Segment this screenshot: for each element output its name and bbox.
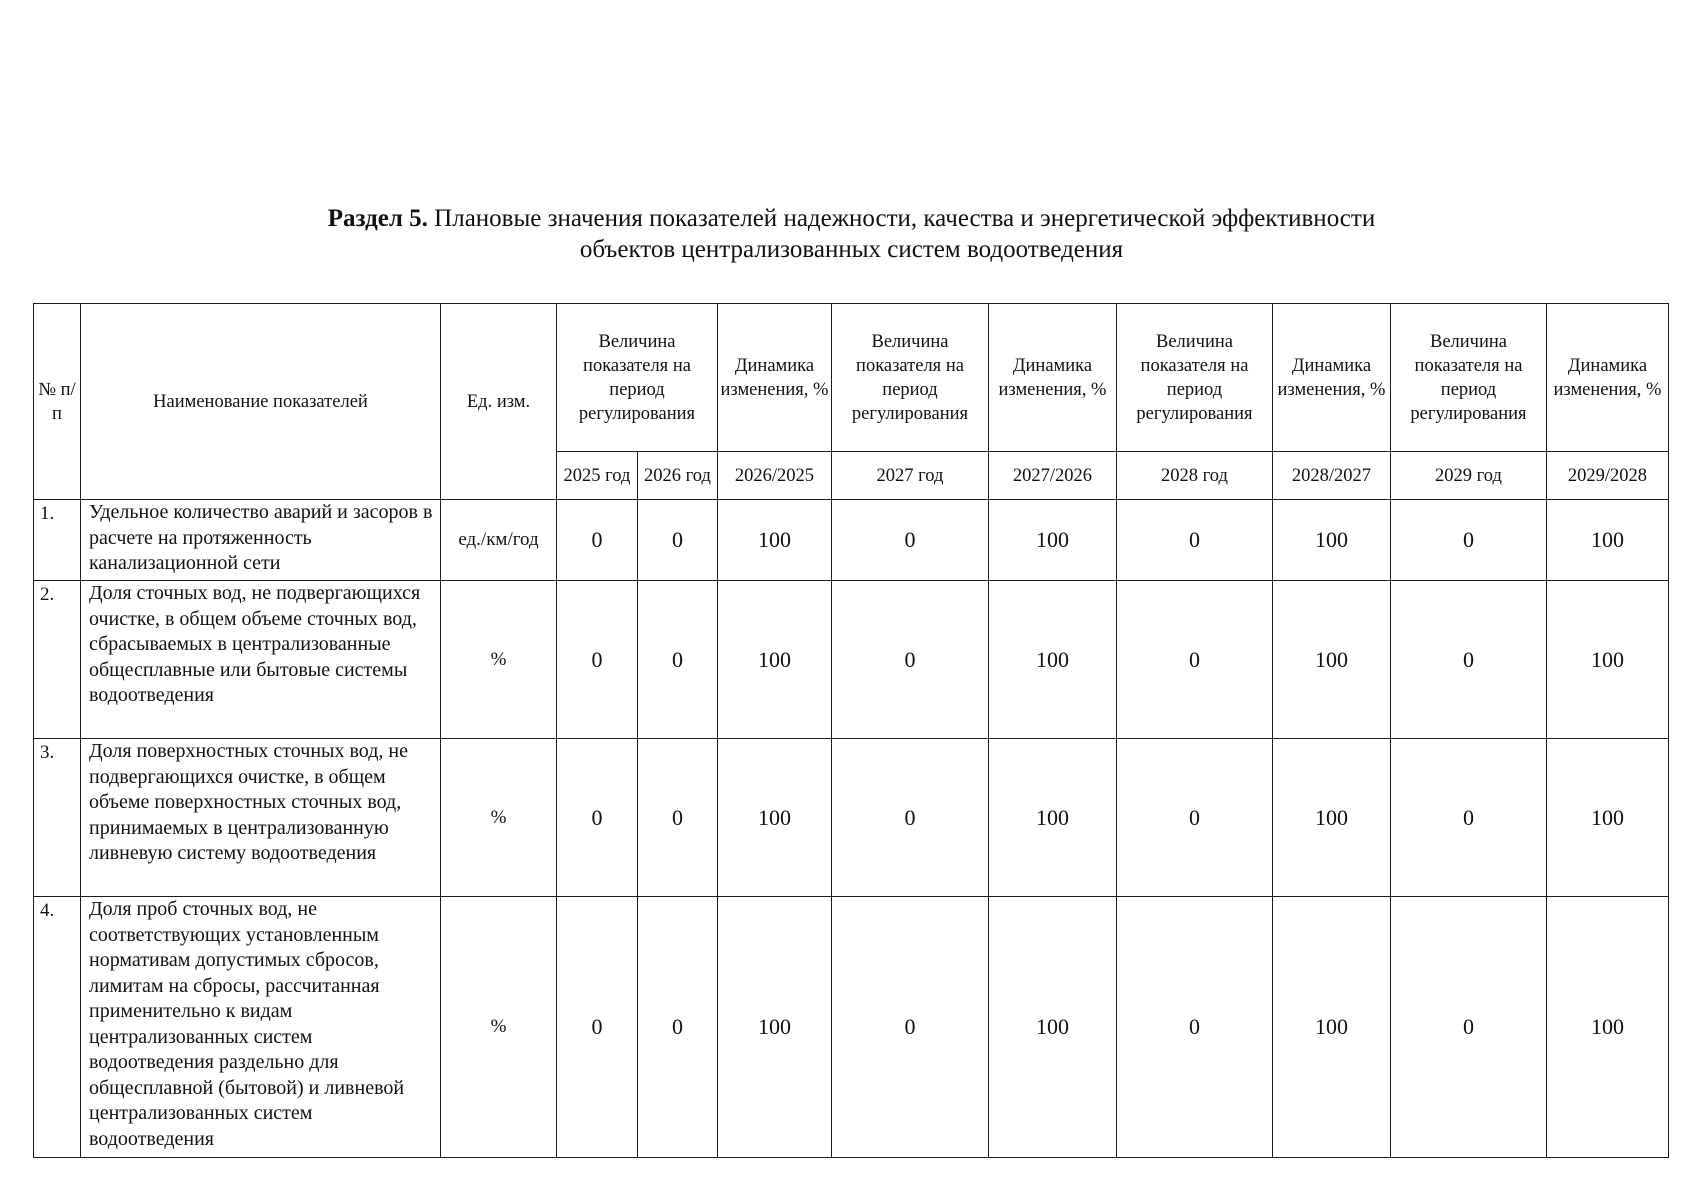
table-row (34, 500, 1669, 581)
header-year-2027: 2027 год (832, 452, 989, 500)
table-row (34, 581, 1669, 739)
indicator-name: Доля поверхностных сточных вод, не подвергающихся очистке, в общем объеме поверхностных сточных вод, принимаемых в централизованную ливневую систему водоотведения (81, 739, 441, 897)
title-section-number: Раздел 5. (327, 205, 428, 232)
dynamics-2029-2028: 100 (1547, 897, 1669, 1158)
dynamics-2026-2025: 100 (718, 500, 832, 581)
dynamics-2028-2027: 100 (1273, 500, 1391, 581)
dynamics-2026-2025: 100 (718, 897, 832, 1158)
dynamics-2029-2028: 100 (1547, 500, 1669, 581)
unit-cell: % (441, 581, 557, 739)
value-2027: 0 (832, 739, 989, 897)
value-2028: 0 (1117, 739, 1273, 897)
value-2025: 0 (557, 897, 638, 1158)
dynamics-2028-2027: 100 (1273, 581, 1391, 739)
value-2029: 0 (1391, 897, 1547, 1158)
header-dynamics-3: Динамика изменения, % (1273, 304, 1391, 452)
dynamics-2029-2028: 100 (1547, 739, 1669, 897)
indicator-name: Удельное количество аварий и засоров в расчете на протяженность канализационной сети (81, 500, 441, 581)
header-year-2028: 2028 год (1117, 452, 1273, 500)
dynamics-2028-2027: 100 (1273, 897, 1391, 1158)
value-2029: 0 (1391, 500, 1547, 581)
indicator-name: Доля сточных вод, не подвергающихся очистке, в общем объеме сточных вод, сбрасываемых в централизованные общесплавные или бытовые системы водоотведения (81, 581, 441, 739)
row-number: 2. (34, 581, 81, 739)
indicator-name: Доля проб сточных вод, не соответствующих установленным нормативам допустимых сбросов, лимитам на сбросы, рассчитанная применительно к видам централизованных систем водоотведения раздельно для общесплавной (бытовой) и ливневой централизованных систем водоотведения (81, 897, 441, 1158)
value-2029: 0 (1391, 739, 1547, 897)
header-year-2029: 2029 год (1391, 452, 1547, 500)
value-2027: 0 (832, 897, 989, 1158)
value-2026: 0 (638, 500, 718, 581)
header-value-2025-2026: Величина показателя на период регулирования (557, 304, 718, 452)
header-value-2027: Величина показателя на период регулирования (832, 304, 989, 452)
header-unit: Ед. изм. (441, 304, 557, 500)
header-ratio-2029-2028: 2029/2028 (1547, 452, 1669, 500)
value-2025: 0 (557, 581, 638, 739)
dynamics-2027-2026: 100 (989, 581, 1117, 739)
title-line-1-text: Плановые значения показателей надежности, качества и энергетической эффективности (434, 205, 1376, 232)
value-2027: 0 (832, 581, 989, 739)
dynamics-2027-2026: 100 (989, 500, 1117, 581)
title-line-2: объектов централизованных систем водоотведения (579, 236, 1124, 263)
value-2026: 0 (638, 581, 718, 739)
header-ratio-2027-2026: 2027/2026 (989, 452, 1117, 500)
dynamics-2027-2026: 100 (989, 739, 1117, 897)
row-number: 1. (34, 500, 81, 581)
header-value-2028: Величина показателя на период регулирования (1117, 304, 1273, 452)
dynamics-2029-2028: 100 (1547, 581, 1669, 739)
header-name: Наименование показателей (81, 304, 441, 500)
section-title (0, 203, 1703, 265)
header-row-1 (34, 304, 1669, 452)
value-2026: 0 (638, 897, 718, 1158)
value-2026: 0 (638, 739, 718, 897)
header-ratio-2028-2027: 2028/2027 (1273, 452, 1391, 500)
header-ratio-2026-2025: 2026/2025 (718, 452, 832, 500)
title-line-1 (0, 203, 1703, 234)
header-value-2029: Величина показателя на период регулирования (1391, 304, 1547, 452)
dynamics-2028-2027: 100 (1273, 739, 1391, 897)
value-2025: 0 (557, 739, 638, 897)
unit-cell: % (441, 739, 557, 897)
dynamics-2026-2025: 100 (718, 581, 832, 739)
header-dynamics-1: Динамика изменения, % (718, 304, 832, 452)
value-2029: 0 (1391, 581, 1547, 739)
unit-cell: % (441, 897, 557, 1158)
table-row (34, 739, 1669, 897)
value-2028: 0 (1117, 581, 1273, 739)
value-2025: 0 (557, 500, 638, 581)
header-year-2026: 2026 год (638, 452, 718, 500)
value-2028: 0 (1117, 500, 1273, 581)
header-dynamics-2: Динамика изменения, % (989, 304, 1117, 452)
table-row (34, 897, 1669, 1158)
dynamics-2027-2026: 100 (989, 897, 1117, 1158)
row-number: 3. (34, 739, 81, 897)
header-num: № п/п (34, 304, 81, 500)
row-number: 4. (34, 897, 81, 1158)
header-year-2025: 2025 год (557, 452, 638, 500)
value-2028: 0 (1117, 897, 1273, 1158)
value-2027: 0 (832, 500, 989, 581)
unit-cell: ед./км/год (441, 500, 557, 581)
indicators-table (33, 303, 1669, 1158)
dynamics-2026-2025: 100 (718, 739, 832, 897)
header-dynamics-4: Динамика изменения, % (1547, 304, 1669, 452)
